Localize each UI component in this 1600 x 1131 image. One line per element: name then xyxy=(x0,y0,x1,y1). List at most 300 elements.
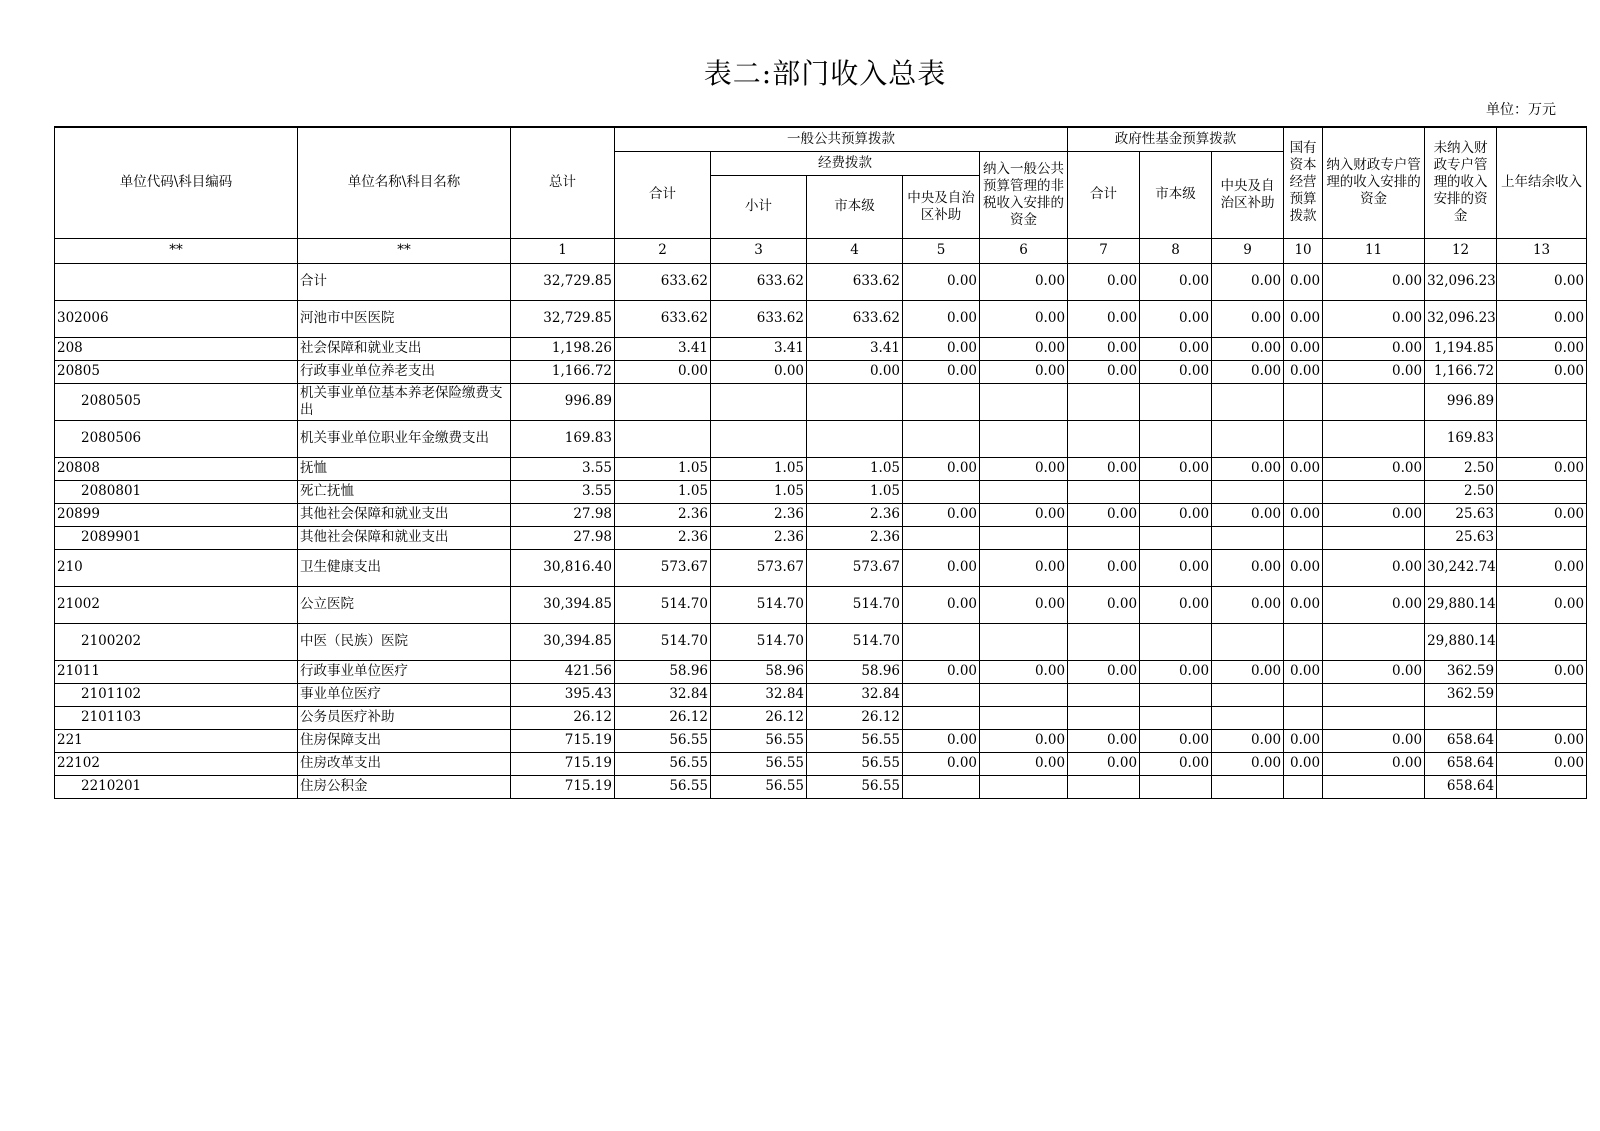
row-value: 0.00 xyxy=(980,660,1068,683)
row-value xyxy=(1497,480,1587,503)
row-value: 0.00 xyxy=(1284,457,1323,480)
row-value: 0.00 xyxy=(903,360,980,383)
row-value: 0.00 xyxy=(903,752,980,775)
row-value: 0.00 xyxy=(1212,660,1284,683)
row-value xyxy=(1284,480,1323,503)
row-value xyxy=(980,775,1068,798)
row-value: 0.00 xyxy=(1497,586,1587,623)
header-gf-central: 中央及自治区补助 xyxy=(1212,151,1284,238)
table-row xyxy=(55,360,1587,383)
row-value: 0.00 xyxy=(1068,586,1140,623)
row-name: 中医（民族）医院 xyxy=(298,623,511,660)
row-value xyxy=(903,683,980,706)
row-value: 996.89 xyxy=(1425,383,1497,420)
column-number-row xyxy=(55,238,1587,263)
row-value: 573.67 xyxy=(807,549,903,586)
row-value: 658.64 xyxy=(1425,775,1497,798)
row-name: 死亡抚恤 xyxy=(298,480,511,503)
row-value: 0.00 xyxy=(1497,337,1587,360)
table-row xyxy=(55,503,1587,526)
table-row xyxy=(55,480,1587,503)
row-value: 0.00 xyxy=(903,729,980,752)
row-value: 0.00 xyxy=(903,457,980,480)
row-value: 32.84 xyxy=(807,683,903,706)
row-value: 0.00 xyxy=(980,263,1068,300)
row-value: 0.00 xyxy=(980,586,1068,623)
row-value: 0.00 xyxy=(1068,300,1140,337)
column-number: 6 xyxy=(980,238,1068,263)
table-row xyxy=(55,706,1587,729)
row-value xyxy=(1140,683,1212,706)
row-value: 996.89 xyxy=(511,383,615,420)
row-name: 住房公积金 xyxy=(298,775,511,798)
row-value xyxy=(711,383,807,420)
row-value xyxy=(1497,775,1587,798)
row-value: 658.64 xyxy=(1425,752,1497,775)
row-code: 208 xyxy=(55,337,298,360)
table-row xyxy=(55,549,1587,586)
row-value: 0.00 xyxy=(1140,549,1212,586)
row-value xyxy=(615,420,711,457)
row-value: 30,394.85 xyxy=(511,586,615,623)
row-value: 573.67 xyxy=(711,549,807,586)
row-value: 0.00 xyxy=(1284,549,1323,586)
row-value: 56.55 xyxy=(615,729,711,752)
table-row xyxy=(55,383,1587,420)
income-summary-table xyxy=(54,126,1587,799)
row-value xyxy=(1212,706,1284,729)
table-row xyxy=(55,586,1587,623)
row-value xyxy=(711,420,807,457)
column-number: 10 xyxy=(1284,238,1323,263)
row-code xyxy=(55,263,298,300)
row-value: 2.36 xyxy=(807,503,903,526)
row-code: 2089901 xyxy=(55,526,298,549)
row-value: 0.00 xyxy=(1284,360,1323,383)
row-value: 0.00 xyxy=(1284,503,1323,526)
row-value xyxy=(1068,623,1140,660)
row-value: 0.00 xyxy=(903,300,980,337)
row-value: 514.70 xyxy=(807,623,903,660)
row-code: 2210201 xyxy=(55,775,298,798)
row-value: 0.00 xyxy=(1212,503,1284,526)
row-value: 633.62 xyxy=(711,263,807,300)
row-value: 2.36 xyxy=(615,503,711,526)
row-value: 0.00 xyxy=(1068,660,1140,683)
row-value xyxy=(1284,420,1323,457)
row-value: 0.00 xyxy=(807,360,903,383)
column-number: 9 xyxy=(1212,238,1284,263)
row-code: 21002 xyxy=(55,586,298,623)
row-value: 0.00 xyxy=(903,503,980,526)
row-code: 302006 xyxy=(55,300,298,337)
row-code: 2080505 xyxy=(55,383,298,420)
row-value: 0.00 xyxy=(1068,503,1140,526)
row-value: 0.00 xyxy=(1497,360,1587,383)
row-name: 住房改革支出 xyxy=(298,752,511,775)
row-value: 29,880.14 xyxy=(1425,623,1497,660)
row-name: 抚恤 xyxy=(298,457,511,480)
row-value xyxy=(1323,706,1425,729)
row-value: 3.55 xyxy=(511,457,615,480)
header-state-capital: 国有资本经营预算拨款 xyxy=(1284,127,1323,238)
row-value xyxy=(1323,420,1425,457)
row-value xyxy=(903,480,980,503)
row-value: 26.12 xyxy=(615,706,711,729)
row-value: 32,096.23 xyxy=(1425,263,1497,300)
row-value: 1.05 xyxy=(615,480,711,503)
row-value: 0.00 xyxy=(1140,660,1212,683)
row-code: 20805 xyxy=(55,360,298,383)
row-value xyxy=(1140,526,1212,549)
row-value xyxy=(1212,480,1284,503)
row-value: 26.12 xyxy=(511,706,615,729)
row-value: 0.00 xyxy=(980,729,1068,752)
row-value: 633.62 xyxy=(807,263,903,300)
header-special-in: 纳入财政专户管理的收入安排的资金 xyxy=(1323,127,1425,238)
row-value: 362.59 xyxy=(1425,683,1497,706)
row-value: 514.70 xyxy=(615,623,711,660)
row-value xyxy=(1068,775,1140,798)
row-value: 0.00 xyxy=(903,660,980,683)
row-value: 2.50 xyxy=(1425,457,1497,480)
row-code: 22102 xyxy=(55,752,298,775)
row-value: 0.00 xyxy=(1497,300,1587,337)
table-row xyxy=(55,623,1587,660)
row-value xyxy=(1284,683,1323,706)
row-value xyxy=(1323,383,1425,420)
row-value: 715.19 xyxy=(511,729,615,752)
row-value: 0.00 xyxy=(1068,360,1140,383)
column-number: 1 xyxy=(511,238,615,263)
row-name: 卫生健康支出 xyxy=(298,549,511,586)
row-value: 633.62 xyxy=(807,300,903,337)
row-value: 0.00 xyxy=(1068,752,1140,775)
row-value: 0.00 xyxy=(1212,300,1284,337)
row-value: 0.00 xyxy=(1284,263,1323,300)
table-row xyxy=(55,729,1587,752)
row-value xyxy=(1140,623,1212,660)
row-value: 56.55 xyxy=(711,729,807,752)
table-row xyxy=(55,337,1587,360)
row-value: 573.67 xyxy=(615,549,711,586)
row-value: 56.55 xyxy=(807,752,903,775)
header-total: 总计 xyxy=(511,127,615,238)
row-value xyxy=(1212,383,1284,420)
header-funding-city: 市本级 xyxy=(807,175,903,238)
row-value xyxy=(1497,383,1587,420)
row-value: 2.36 xyxy=(711,526,807,549)
row-name: 社会保障和就业支出 xyxy=(298,337,511,360)
table-row xyxy=(55,263,1587,300)
row-value: 395.43 xyxy=(511,683,615,706)
row-value: 30,816.40 xyxy=(511,549,615,586)
row-name: 事业单位医疗 xyxy=(298,683,511,706)
table-row xyxy=(55,775,1587,798)
column-number: 8 xyxy=(1140,238,1212,263)
row-value xyxy=(903,526,980,549)
row-value: 0.00 xyxy=(615,360,711,383)
row-value: 58.96 xyxy=(711,660,807,683)
row-value: 27.98 xyxy=(511,526,615,549)
row-value: 0.00 xyxy=(1068,549,1140,586)
row-value: 1.05 xyxy=(807,457,903,480)
row-value: 0.00 xyxy=(903,337,980,360)
row-value xyxy=(1284,706,1323,729)
row-value: 1.05 xyxy=(711,457,807,480)
row-value: 0.00 xyxy=(1140,729,1212,752)
row-value xyxy=(980,526,1068,549)
row-value: 169.83 xyxy=(511,420,615,457)
header-code: 单位代码\科目编码 xyxy=(55,127,298,238)
row-value: 362.59 xyxy=(1425,660,1497,683)
column-number: 13 xyxy=(1497,238,1587,263)
column-number: 11 xyxy=(1323,238,1425,263)
row-value xyxy=(1323,623,1425,660)
row-value: 25.63 xyxy=(1425,503,1497,526)
row-value: 0.00 xyxy=(1140,752,1212,775)
row-value xyxy=(1284,775,1323,798)
row-value: 514.70 xyxy=(615,586,711,623)
row-value xyxy=(1212,683,1284,706)
row-value xyxy=(980,683,1068,706)
row-code: 21011 xyxy=(55,660,298,683)
unit-label: 单位：万元 xyxy=(1486,102,1556,118)
row-value: 0.00 xyxy=(1212,457,1284,480)
page-title: 表二:部门收入总表 xyxy=(703,57,947,90)
row-name: 河池市中医医院 xyxy=(298,300,511,337)
row-value: 0.00 xyxy=(1497,549,1587,586)
row-value: 32.84 xyxy=(615,683,711,706)
row-value: 2.36 xyxy=(711,503,807,526)
row-value: 0.00 xyxy=(980,457,1068,480)
row-value: 1.05 xyxy=(711,480,807,503)
row-code: 210 xyxy=(55,549,298,586)
row-code: 2100202 xyxy=(55,623,298,660)
row-value xyxy=(903,706,980,729)
column-number: 5 xyxy=(903,238,980,263)
row-value: 0.00 xyxy=(980,360,1068,383)
row-value: 1.05 xyxy=(615,457,711,480)
row-value: 0.00 xyxy=(1323,337,1425,360)
row-value: 0.00 xyxy=(1323,660,1425,683)
header-gb-nontax: 纳入一般公共预算管理的非税收入安排的资金 xyxy=(980,151,1068,238)
table-row xyxy=(55,457,1587,480)
row-value: 715.19 xyxy=(511,752,615,775)
row-value: 0.00 xyxy=(980,752,1068,775)
row-code: 2101103 xyxy=(55,706,298,729)
row-value: 0.00 xyxy=(1140,263,1212,300)
column-number: 7 xyxy=(1068,238,1140,263)
row-value: 2.36 xyxy=(615,526,711,549)
row-value: 26.12 xyxy=(711,706,807,729)
row-value xyxy=(980,623,1068,660)
row-value xyxy=(1068,480,1140,503)
row-value: 56.55 xyxy=(615,775,711,798)
row-name: 其他社会保障和就业支出 xyxy=(298,503,511,526)
table-row xyxy=(55,683,1587,706)
header-name: 单位名称\科目名称 xyxy=(298,127,511,238)
row-value: 3.55 xyxy=(511,480,615,503)
row-value xyxy=(980,383,1068,420)
row-value xyxy=(1497,706,1587,729)
row-value: 658.64 xyxy=(1425,729,1497,752)
row-value: 0.00 xyxy=(1140,457,1212,480)
row-name: 行政事业单位医疗 xyxy=(298,660,511,683)
row-value: 1,166.72 xyxy=(1425,360,1497,383)
row-value xyxy=(1284,623,1323,660)
row-value: 0.00 xyxy=(1140,300,1212,337)
row-value: 0.00 xyxy=(1212,360,1284,383)
row-value: 169.83 xyxy=(1425,420,1497,457)
header-special-out: 未纳入财政专户管理的收入安排的资金 xyxy=(1425,127,1497,238)
row-value xyxy=(1212,623,1284,660)
row-value: 32,729.85 xyxy=(511,300,615,337)
row-value: 58.96 xyxy=(615,660,711,683)
table-row xyxy=(55,660,1587,683)
row-value xyxy=(1140,383,1212,420)
header-gf-city: 市本级 xyxy=(1140,151,1212,238)
row-value xyxy=(1497,420,1587,457)
row-value xyxy=(1323,775,1425,798)
header-funding: 经费拨款 xyxy=(711,151,980,175)
row-value: 56.55 xyxy=(807,729,903,752)
row-name: 其他社会保障和就业支出 xyxy=(298,526,511,549)
row-value xyxy=(1497,623,1587,660)
row-code: 2080801 xyxy=(55,480,298,503)
row-value: 27.98 xyxy=(511,503,615,526)
row-value xyxy=(807,420,903,457)
row-code: 221 xyxy=(55,729,298,752)
row-value xyxy=(1212,775,1284,798)
row-value: 0.00 xyxy=(1140,503,1212,526)
row-value xyxy=(1212,420,1284,457)
row-value: 25.63 xyxy=(1425,526,1497,549)
row-value xyxy=(1284,526,1323,549)
row-value: 2.50 xyxy=(1425,480,1497,503)
row-value: 0.00 xyxy=(1323,752,1425,775)
row-name: 机关事业单位职业年金缴费支出 xyxy=(298,420,511,457)
row-value xyxy=(1212,526,1284,549)
row-value: 633.62 xyxy=(615,300,711,337)
row-value: 0.00 xyxy=(1497,263,1587,300)
table-row xyxy=(55,752,1587,775)
row-value: 0.00 xyxy=(980,549,1068,586)
column-number: ** xyxy=(55,238,298,263)
row-value: 0.00 xyxy=(903,586,980,623)
row-value: 0.00 xyxy=(980,300,1068,337)
row-value: 26.12 xyxy=(807,706,903,729)
row-value: 0.00 xyxy=(1497,752,1587,775)
row-value xyxy=(1140,706,1212,729)
row-value: 633.62 xyxy=(711,300,807,337)
header-funding-central: 中央及自治区补助 xyxy=(903,175,980,238)
row-value xyxy=(1068,526,1140,549)
row-value: 0.00 xyxy=(1323,729,1425,752)
row-value: 0.00 xyxy=(1284,660,1323,683)
row-value: 0.00 xyxy=(1497,457,1587,480)
row-value: 56.55 xyxy=(615,752,711,775)
row-value: 30,394.85 xyxy=(511,623,615,660)
row-value: 0.00 xyxy=(1323,457,1425,480)
row-value: 32,729.85 xyxy=(511,263,615,300)
row-value xyxy=(1140,775,1212,798)
header-prior-balance: 上年结余收入 xyxy=(1497,127,1587,238)
row-value: 0.00 xyxy=(1212,729,1284,752)
table-row xyxy=(55,526,1587,549)
row-value xyxy=(615,383,711,420)
row-value: 0.00 xyxy=(1068,263,1140,300)
row-value: 0.00 xyxy=(1284,752,1323,775)
row-code: 2080506 xyxy=(55,420,298,457)
row-value: 0.00 xyxy=(980,337,1068,360)
row-value: 0.00 xyxy=(1323,503,1425,526)
row-value: 30,242.74 xyxy=(1425,549,1497,586)
row-code: 2101102 xyxy=(55,683,298,706)
row-value xyxy=(1068,706,1140,729)
row-value: 0.00 xyxy=(1140,337,1212,360)
row-value: 715.19 xyxy=(511,775,615,798)
row-value: 0.00 xyxy=(1497,729,1587,752)
row-value xyxy=(1323,526,1425,549)
row-name: 行政事业单位养老支出 xyxy=(298,360,511,383)
row-value: 421.56 xyxy=(511,660,615,683)
header-funding-subtotal: 小计 xyxy=(711,175,807,238)
row-value xyxy=(903,775,980,798)
row-value: 0.00 xyxy=(1284,586,1323,623)
row-value: 514.70 xyxy=(711,623,807,660)
row-value xyxy=(807,383,903,420)
row-value xyxy=(980,420,1068,457)
row-value: 0.00 xyxy=(1140,586,1212,623)
row-value: 58.96 xyxy=(807,660,903,683)
row-value: 0.00 xyxy=(903,263,980,300)
row-value: 0.00 xyxy=(1323,586,1425,623)
row-value: 0.00 xyxy=(1212,549,1284,586)
table-row xyxy=(55,420,1587,457)
row-value: 0.00 xyxy=(1323,300,1425,337)
row-value: 1,166.72 xyxy=(511,360,615,383)
row-name: 住房保障支出 xyxy=(298,729,511,752)
row-value: 0.00 xyxy=(1212,586,1284,623)
row-value: 514.70 xyxy=(807,586,903,623)
row-value: 0.00 xyxy=(1284,729,1323,752)
row-value: 3.41 xyxy=(615,337,711,360)
row-value: 56.55 xyxy=(711,752,807,775)
row-value xyxy=(1425,706,1497,729)
row-value: 0.00 xyxy=(1068,457,1140,480)
row-value xyxy=(1497,683,1587,706)
row-value: 0.00 xyxy=(1068,729,1140,752)
row-value xyxy=(1284,383,1323,420)
row-value: 0.00 xyxy=(1323,263,1425,300)
row-value: 3.41 xyxy=(807,337,903,360)
row-name: 机关事业单位基本养老保险缴费支出 xyxy=(298,383,511,420)
row-name: 公立医院 xyxy=(298,586,511,623)
row-value xyxy=(1068,683,1140,706)
column-number: 4 xyxy=(807,238,903,263)
row-value xyxy=(903,623,980,660)
row-value: 0.00 xyxy=(1068,337,1140,360)
row-value: 56.55 xyxy=(807,775,903,798)
row-value: 0.00 xyxy=(1212,263,1284,300)
row-value: 56.55 xyxy=(711,775,807,798)
column-number: 12 xyxy=(1425,238,1497,263)
row-value: 0.00 xyxy=(1323,549,1425,586)
row-value xyxy=(980,480,1068,503)
row-value: 0.00 xyxy=(1497,503,1587,526)
row-value: 0.00 xyxy=(1284,300,1323,337)
